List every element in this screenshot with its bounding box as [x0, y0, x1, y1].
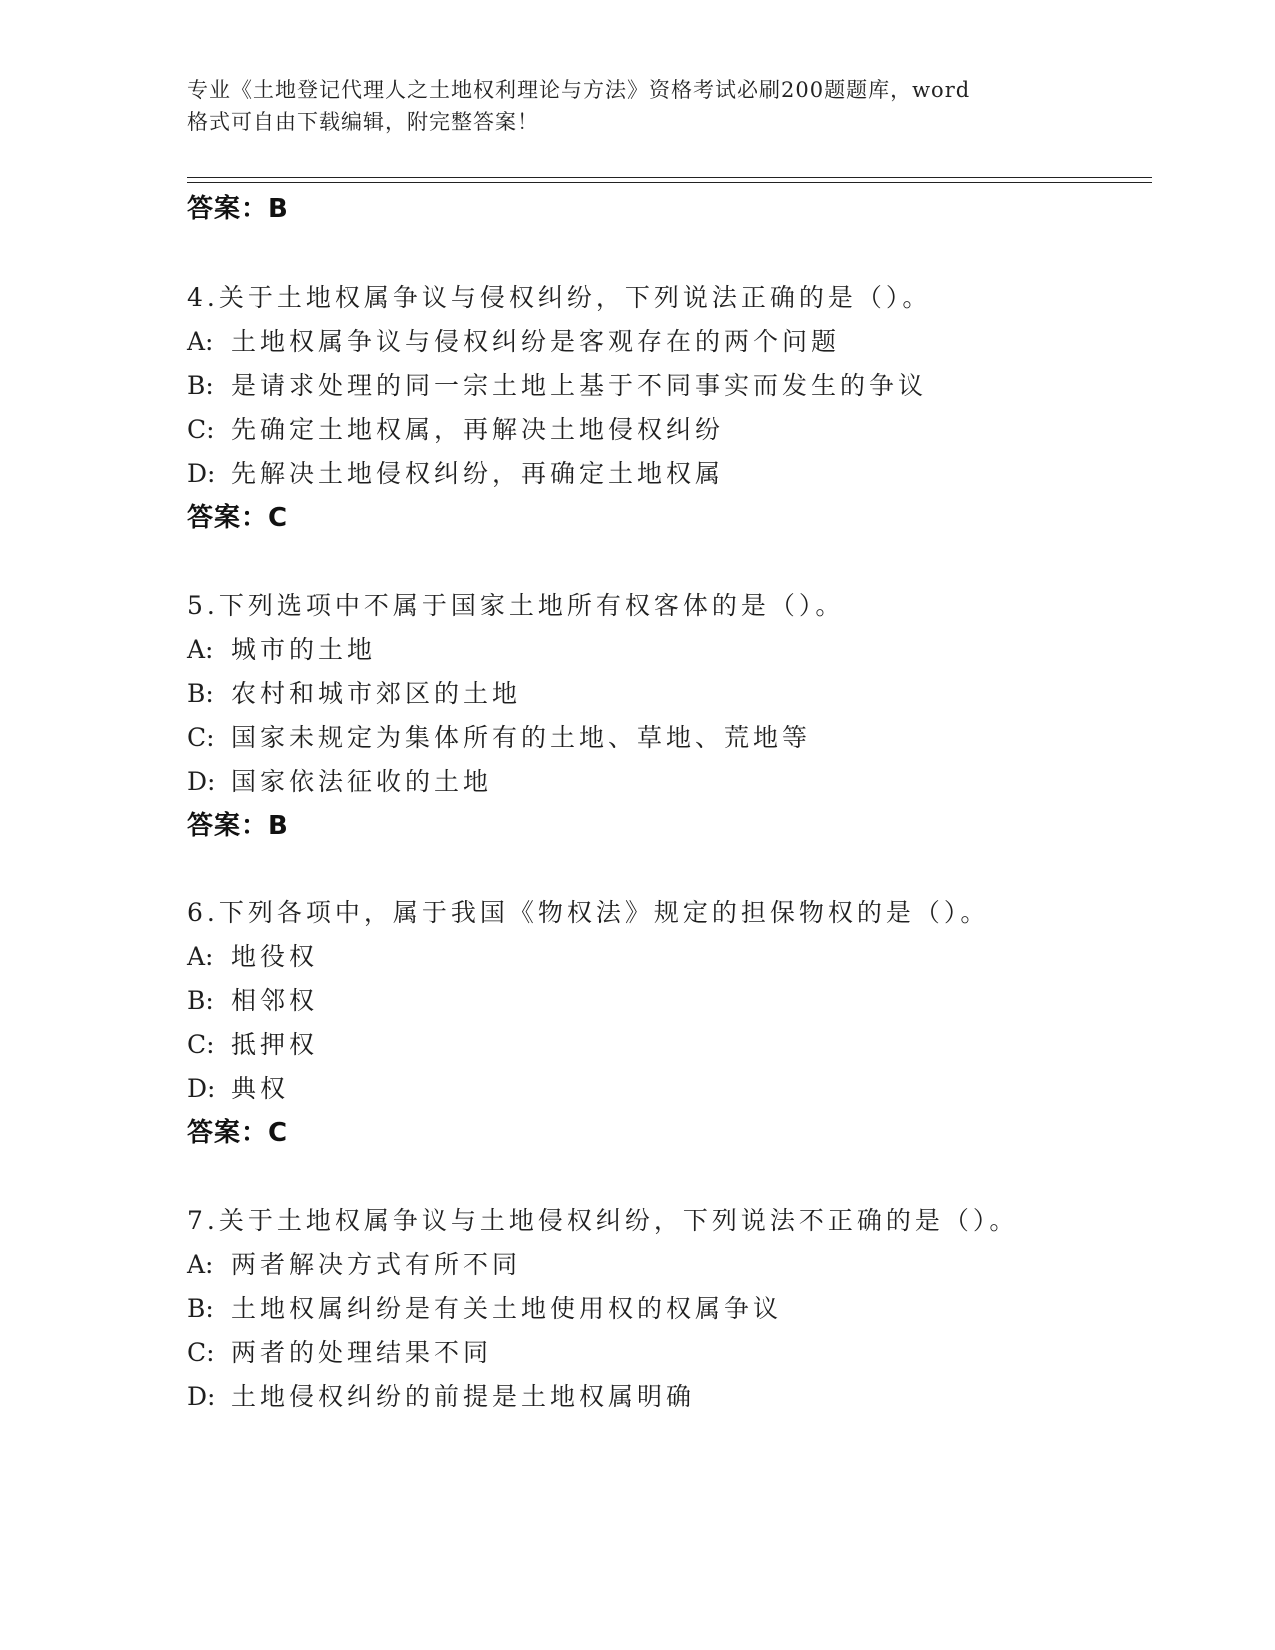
option-d [187, 454, 724, 490]
option-text: 是请求处理的同一宗土地上基于不同事实而发生的争议 [231, 371, 928, 400]
option-letter: D: [187, 1382, 216, 1411]
answer-label: 答案：C [187, 503, 289, 533]
option-text: 土地权属纠纷是有关土地使用权的权属争议 [231, 1294, 783, 1323]
option-b [187, 981, 318, 1017]
option-letter: C: [187, 415, 215, 444]
answer-q3: 答案：B [187, 194, 289, 224]
option-text: 两者解决方式有所不同 [231, 1250, 522, 1279]
option-d [187, 1377, 695, 1413]
option-letter: D: [187, 1074, 216, 1103]
question-stem: 7.关于土地权属争议与土地侵权纠纷，下列说法不正确的是（）。 [187, 1206, 1019, 1235]
question-stem: 6.下列各项中，属于我国《物权法》规定的担保物权的是（）。 [187, 898, 990, 927]
option-b [187, 366, 927, 402]
option-b [187, 1289, 782, 1325]
question-stem: 4.关于土地权属争议与侵权纠纷，下列说法正确的是（）。 [187, 283, 932, 312]
option-text: 两者的处理结果不同 [231, 1338, 493, 1367]
option-text: 地役权 [231, 942, 319, 971]
option-letter: C: [187, 1030, 215, 1059]
answer-label: 答案：C [187, 1118, 289, 1148]
option-letter: B: [187, 371, 214, 400]
option-letter: A: [187, 327, 214, 356]
option-text: 先解决土地侵权纠纷，再确定土地权属 [231, 459, 725, 488]
option-d [187, 1069, 289, 1105]
option-a [187, 322, 840, 358]
option-text: 土地侵权纠纷的前提是土地权属明确 [231, 1382, 696, 1411]
option-c [187, 1333, 492, 1369]
option-text: 相邻权 [231, 986, 319, 1015]
answer-label: 答案：B [187, 811, 289, 841]
header-divider-top [187, 177, 1152, 178]
option-text: 典权 [231, 1074, 290, 1103]
option-text: 农村和城市郊区的土地 [231, 679, 522, 708]
option-text: 土地权属争议与侵权纠纷是客观存在的两个问题 [231, 327, 841, 356]
option-c [187, 410, 724, 446]
question-stem: 5.下列选项中不属于国家土地所有权客体的是（）。 [187, 591, 845, 620]
option-letter: A: [187, 1250, 214, 1279]
option-letter: A: [187, 942, 214, 971]
option-letter: B: [187, 986, 214, 1015]
option-letter: C: [187, 723, 215, 752]
option-letter: C: [187, 1338, 215, 1367]
option-text: 先确定土地权属，再解决土地侵权纠纷 [231, 415, 725, 444]
header-line-1: 专业《土地登记代理人之土地权利理论与方法》资格考试必刷200题题库，word [187, 78, 971, 102]
option-letter: A: [187, 635, 214, 664]
option-c [187, 718, 811, 754]
header-divider-bottom [187, 182, 1152, 183]
option-b [187, 674, 521, 710]
option-c [187, 1025, 318, 1061]
option-d [187, 762, 492, 798]
option-a [187, 1245, 521, 1281]
option-letter: B: [187, 1294, 214, 1323]
option-a [187, 630, 376, 666]
header-line-2: 格式可自由下载编辑，附完整答案！ [187, 110, 539, 134]
option-letter: B: [187, 679, 214, 708]
option-letter: D: [187, 459, 216, 488]
option-text: 国家依法征收的土地 [231, 767, 493, 796]
option-text: 国家未规定为集体所有的土地、草地、荒地等 [231, 723, 812, 752]
option-letter: D: [187, 767, 216, 796]
option-text: 城市的土地 [231, 635, 377, 664]
option-text: 抵押权 [231, 1030, 319, 1059]
option-a [187, 937, 318, 973]
document-header [187, 74, 1067, 138]
